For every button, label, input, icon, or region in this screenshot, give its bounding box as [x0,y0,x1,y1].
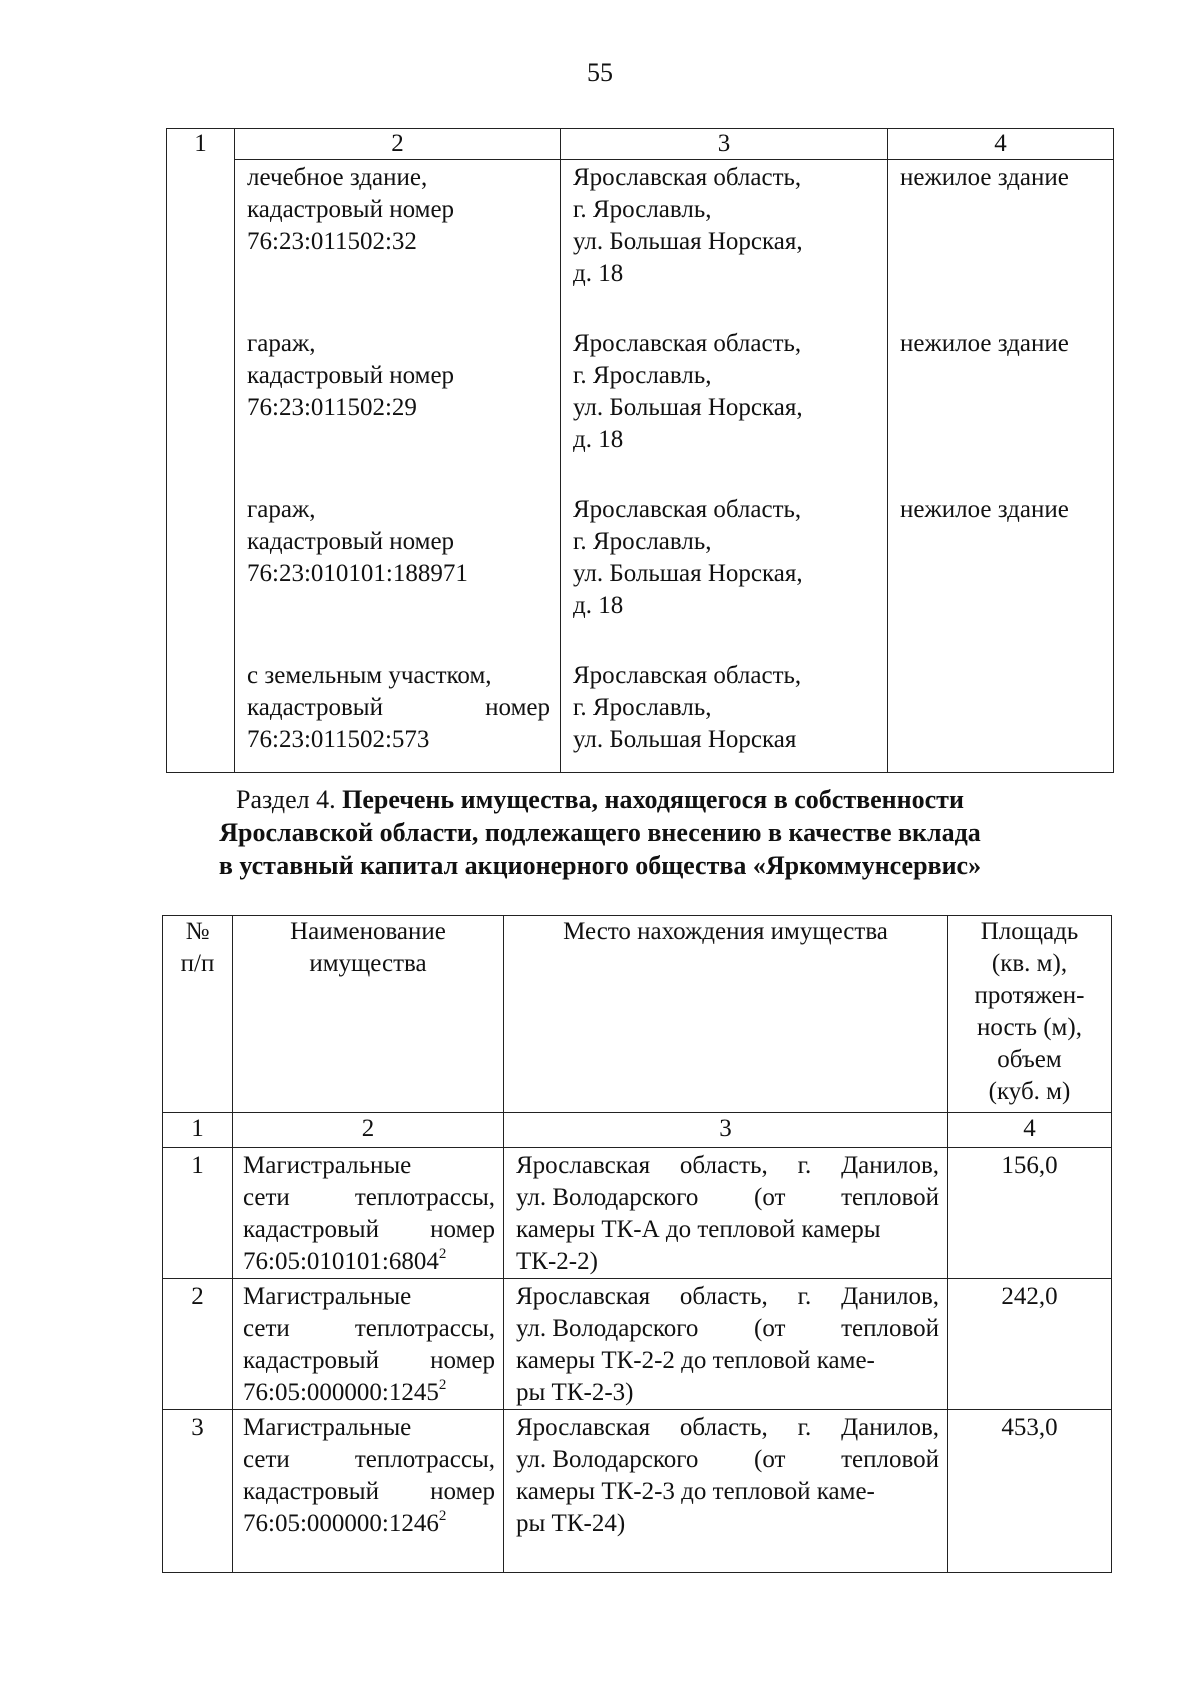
object-type-cell: нежилое здание [888,160,1114,327]
header-name: Наименование имущества [233,916,504,1113]
property-location: Ярославская область, г. Данилов, ул. Володарского (от тепловой камеры ТК-2-3 до тепловой каме- ры ТК-24) [504,1410,948,1573]
property-name: Магистральные сети теплотрассы, кадастровый номер 76:05:000000:1245$^2$ [233,1279,504,1410]
page-number: 55 [587,58,613,87]
column-number-row: 1 2 3 4 [163,1113,1112,1148]
property-location: Ярославская область, г. Данилов, ул. Володарского (от тепловой камеры ТК-2-2 до тепловой каме- ры ТК-2-3) [504,1279,948,1410]
footnote-mark: 2 [438,1376,447,1393]
continuation-table [166,128,1114,773]
section-heading [0,783,1200,882]
table-header-row [163,916,1112,1113]
header-area: Площадь (кв. м), протяжен- ность (м), объем (куб. м) [948,916,1112,1113]
property-area: 453,0 [948,1410,1112,1573]
table-row [167,326,1114,492]
object-type-cell: нежилое здание [888,326,1114,492]
table-row [167,658,1114,773]
col-header-2: 2 [235,129,561,160]
cadastre-number: 76:05:000000:1245 [243,1379,439,1406]
row-number: 3 [163,1410,233,1573]
section-title-line-2: Ярославской области, подлежащего внесению в качестве вклада [219,818,981,847]
footnote-mark: 2 [438,1507,447,1524]
table-row [167,160,1114,327]
object-name-cell: лечебное здание, кадастровый номер 76:23:011502:32 [235,160,561,327]
object-type-cell [888,658,1114,773]
table-row [163,1279,1112,1410]
object-name-cell: гараж, кадастровый номер 76:23:011502:29 [235,326,561,492]
table-row [163,1148,1112,1279]
header-num: № п/п [163,916,233,1113]
cadastre-number: 76:05:010101:6804 [243,1248,439,1275]
table-row [163,1410,1112,1573]
address-cell: Ярославская область, г. Ярославль, ул. Большая Норская, д. 18 [561,326,888,492]
address-cell: Ярославская область, г. Ярославль, ул. Большая Норская, д. 18 [561,492,888,658]
property-name: Магистральные сети теплотрассы, кадастровый номер 76:05:010101:6804$^2$ [233,1148,504,1279]
property-location: Ярославская область, г. Данилов, ул. Володарского (от тепловой камеры ТК-А до тепловой камеры ТК-2-2) [504,1148,948,1279]
property-table [162,915,1112,1573]
table-header-row [167,129,1114,160]
cadastre-number: 76:05:000000:1246 [243,1510,439,1537]
section-prefix: Раздел 4. [236,785,336,814]
address-cell: Ярославская область, г. Ярославль, ул. Большая Норская, д. 18 [561,160,888,327]
property-area: 156,0 [948,1148,1112,1279]
row-number: 2 [163,1279,233,1410]
row-number: 1 [163,1148,233,1279]
address-cell: Ярославская область, г. Ярославль, ул. Большая Норская [561,658,888,773]
property-name: Магистральные сети теплотрассы, кадастровый номер 76:05:000000:1246$^2$ [233,1410,504,1573]
object-name-cell: гараж, кадастровый номер 76:23:010101:188971 [235,492,561,658]
object-type-cell: нежилое здание [888,492,1114,658]
property-area: 242,0 [948,1279,1112,1410]
object-name-cell: с земельным участком, кадастровый номер 76:23:011502:573 [235,658,561,773]
section-title-line-3: в уставный капитал акционерного общества «Яркоммунсервис» [218,851,982,880]
footnote-mark: 2 [438,1245,447,1262]
col-header-1: 1 [167,129,235,160]
col-header-4: 4 [888,129,1114,160]
section-title-line-1: Перечень имущества, находящегося в собственности [342,785,964,814]
header-place: Место нахождения имущества [504,916,948,1113]
table-row [167,492,1114,658]
col-header-3: 3 [561,129,888,160]
